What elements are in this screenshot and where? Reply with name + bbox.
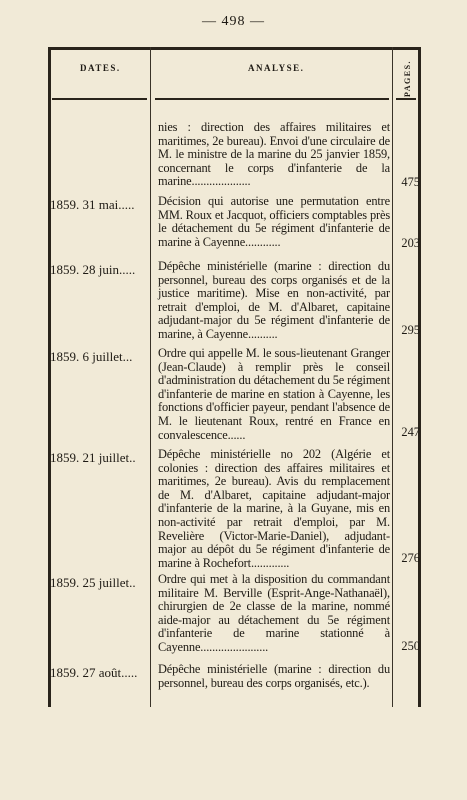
entry-date: 1859. 28 juin..... (50, 262, 136, 277)
entry-text: Décision qui autorise une permutation entre MM. Roux et Jacquot, officiers comptables près le détachement du 5e régiment d'infanterie de marine à Cayenne............ (158, 194, 390, 249)
analysis-column-divider (392, 47, 393, 707)
entry-page: 295 (401, 323, 420, 337)
entry-page: 475 (401, 175, 420, 189)
page-number: — 498 — (202, 14, 265, 29)
entry-page: 276 (401, 551, 420, 565)
entry-date: 1859. 6 juillet... (50, 349, 133, 364)
pages-header-rule (396, 98, 416, 100)
pages-header-label: PAGES. (403, 59, 413, 97)
analysis-header-rule (155, 98, 389, 100)
entry-page: 247 (401, 425, 420, 439)
entry-text: Dépêche ministérielle (marine : direction du personnel, bureau des corps organisés et de la justice maritime). Mise en non-activité, par retrait d'emploi, de M. d'Albaret, capitaine adjudant-major du 5e régiment d'infanterie de marine, à Cayenne.......... (158, 259, 390, 341)
entry-text: Ordre qui appelle M. le sous-lieutenant Granger (Jean-Claude) à remplir près le conseil d'administration du détachement du 5e régiment d'infanterie de marine en station à Cayenne, les fonctions d'officier payeur, pendant l'absence de M. le lieutenant Roux, rentré en France en convalescence...... (158, 346, 390, 442)
entry-page: 203 (401, 236, 420, 250)
entry-date: 1859. 31 mai..... (50, 197, 135, 212)
entry-date: 1859. 21 juillet.. (50, 450, 136, 465)
entry-date: 1859. 27 août..... (50, 665, 138, 680)
entry-date: 1859. 25 juillet.. (50, 575, 136, 590)
date-column-divider (150, 47, 151, 707)
entry-text: Ordre qui met à la disposition du commandant militaire M. Berville (Esprit-Ange-Nathanaël), chirurgien de 2e classe de la marine, nommé aide-major au détachement du 5e régiment d'infanterie de marine stationné à Cayenne....................... (158, 572, 390, 654)
date-header-rule (52, 98, 147, 100)
entry-text: Dépêche ministérielle no 202 (Algérie et colonies : direction des affaires militaires et maritimes, 2e bureau). Avis du remplacement de M. d'Albaret, capitaine adjudant-major d'infanterie de la marine, à la Guyane, mis en non-activité par retrait d'emploi, par M. Revelière (Victor-Marie-Daniel), adjudant-major au dépôt du 5e régiment d'infanterie de marine à Rochefort............. (158, 447, 390, 570)
left-border (48, 47, 51, 707)
entry-page: 250 (401, 639, 420, 653)
dates-header: DATES. (80, 63, 121, 73)
entry-text: Dépêche ministérielle (marine : direction du personnel, bureau des corps organisés, etc.). (158, 662, 390, 690)
pages-header (396, 56, 420, 100)
analysis-header: ANALYSE. (248, 63, 305, 73)
entry-text: nies : direction des affaires militaires et maritimes, 2e bureau). Envoi d'une circulaire de M. le ministre de la marine du 25 janvier 1859, concernant le corps d'infanterie de la marine.................... (158, 120, 390, 189)
right-border (418, 47, 421, 707)
